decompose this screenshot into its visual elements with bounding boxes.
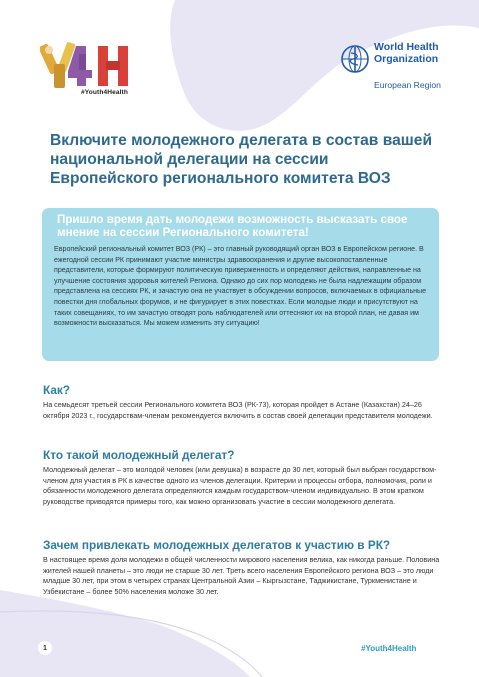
callout-box (42, 208, 439, 361)
page-number: 1 (38, 641, 52, 655)
callout-body: Европейский региональный комитет ВОЗ (РК) – это главный руководящий орган ВОЗ в Европейском регионе. В ежегодной сессии РК принимают участие министры здравоохранения и другие высокопоставленные представители, которые формируют политическую приверженность и определяют действия, направленные на улучшение состояния здоровья жителей Региона. Однако до сих пор молодежь не была надлежащим образом представлена на сессиях РК, и зачастую она не участвует в обсуждении вопросов, включаемых в официальные повестки дня глобальных форумов, и не фигурирует в этих повестках. Если молодые люди и присутствуют на таких совещаниях, то им зачастую отводят роль наблюдателей или оттесняют их на второй план, не давая им возможности высказаться. Мы можем изменить эту ситуацию! (54, 245, 427, 328)
who-name-line2: Organization (374, 52, 439, 65)
section-text-why: В настоящее время доля молодежи в общей численности мирового населения велика, как никогда раньше. Половина жителей нашей планеты – это люди не старше 30 лет. Треть всего населения Европейского региона ВОЗ – это люди младше 30 лет, при этом в четырех странах Центральной Азии – Кыргызстане, Таджикистане, Туркменистане и Узбекистане – более 50% населения моложе 30 лет. (43, 555, 440, 596)
who-region-label: European Region (374, 80, 441, 90)
section-text-who: Молодежный делегат – это молодой человек (или девушка) в возрасте до 30 лет, который был выбран государством-членом для участия в РК в качестве одного из членов делегации. Критерии и процессы отбора, полномочия, роли и обязанности молодежного делегата определяются каждым государством-членом индивидуально. В этом кратком руководстве приводятся примеры того, как можно организовать участие в сессии молодежного делегата. (43, 465, 437, 506)
who-organization-name (374, 42, 439, 65)
footer-hashtag: #Youth4Health (361, 644, 417, 653)
section-heading-why: Зачем привлекать молодежных делегатов к участию в РК? (43, 538, 391, 552)
section-heading-who: Кто такой молодежный делегат? (43, 448, 235, 462)
logo-tagline: #Youth4Health (81, 89, 128, 96)
page-title: Включите молодежного делегата в состав вашей национальной делегации на сессии Европейского регионального комитета ВОЗ (50, 132, 433, 187)
who-name-line1: World Health (374, 41, 439, 53)
callout-heading: Пришло время дать молодежи возможность высказать свое мнение на сессии Регионального комитета! (57, 213, 408, 239)
section-heading-how: Как? (43, 383, 71, 397)
section-text-how: На семьдесят третьей сессии Регионального комитета ВОЗ (РК-73), которая пройдет в Астане (Казахстан) 24–26 октября 2023 г., государствам-членам рекомендуется включить в состав своей делегации представителя молодежи. (43, 400, 433, 420)
who-emblem-icon (339, 43, 371, 75)
